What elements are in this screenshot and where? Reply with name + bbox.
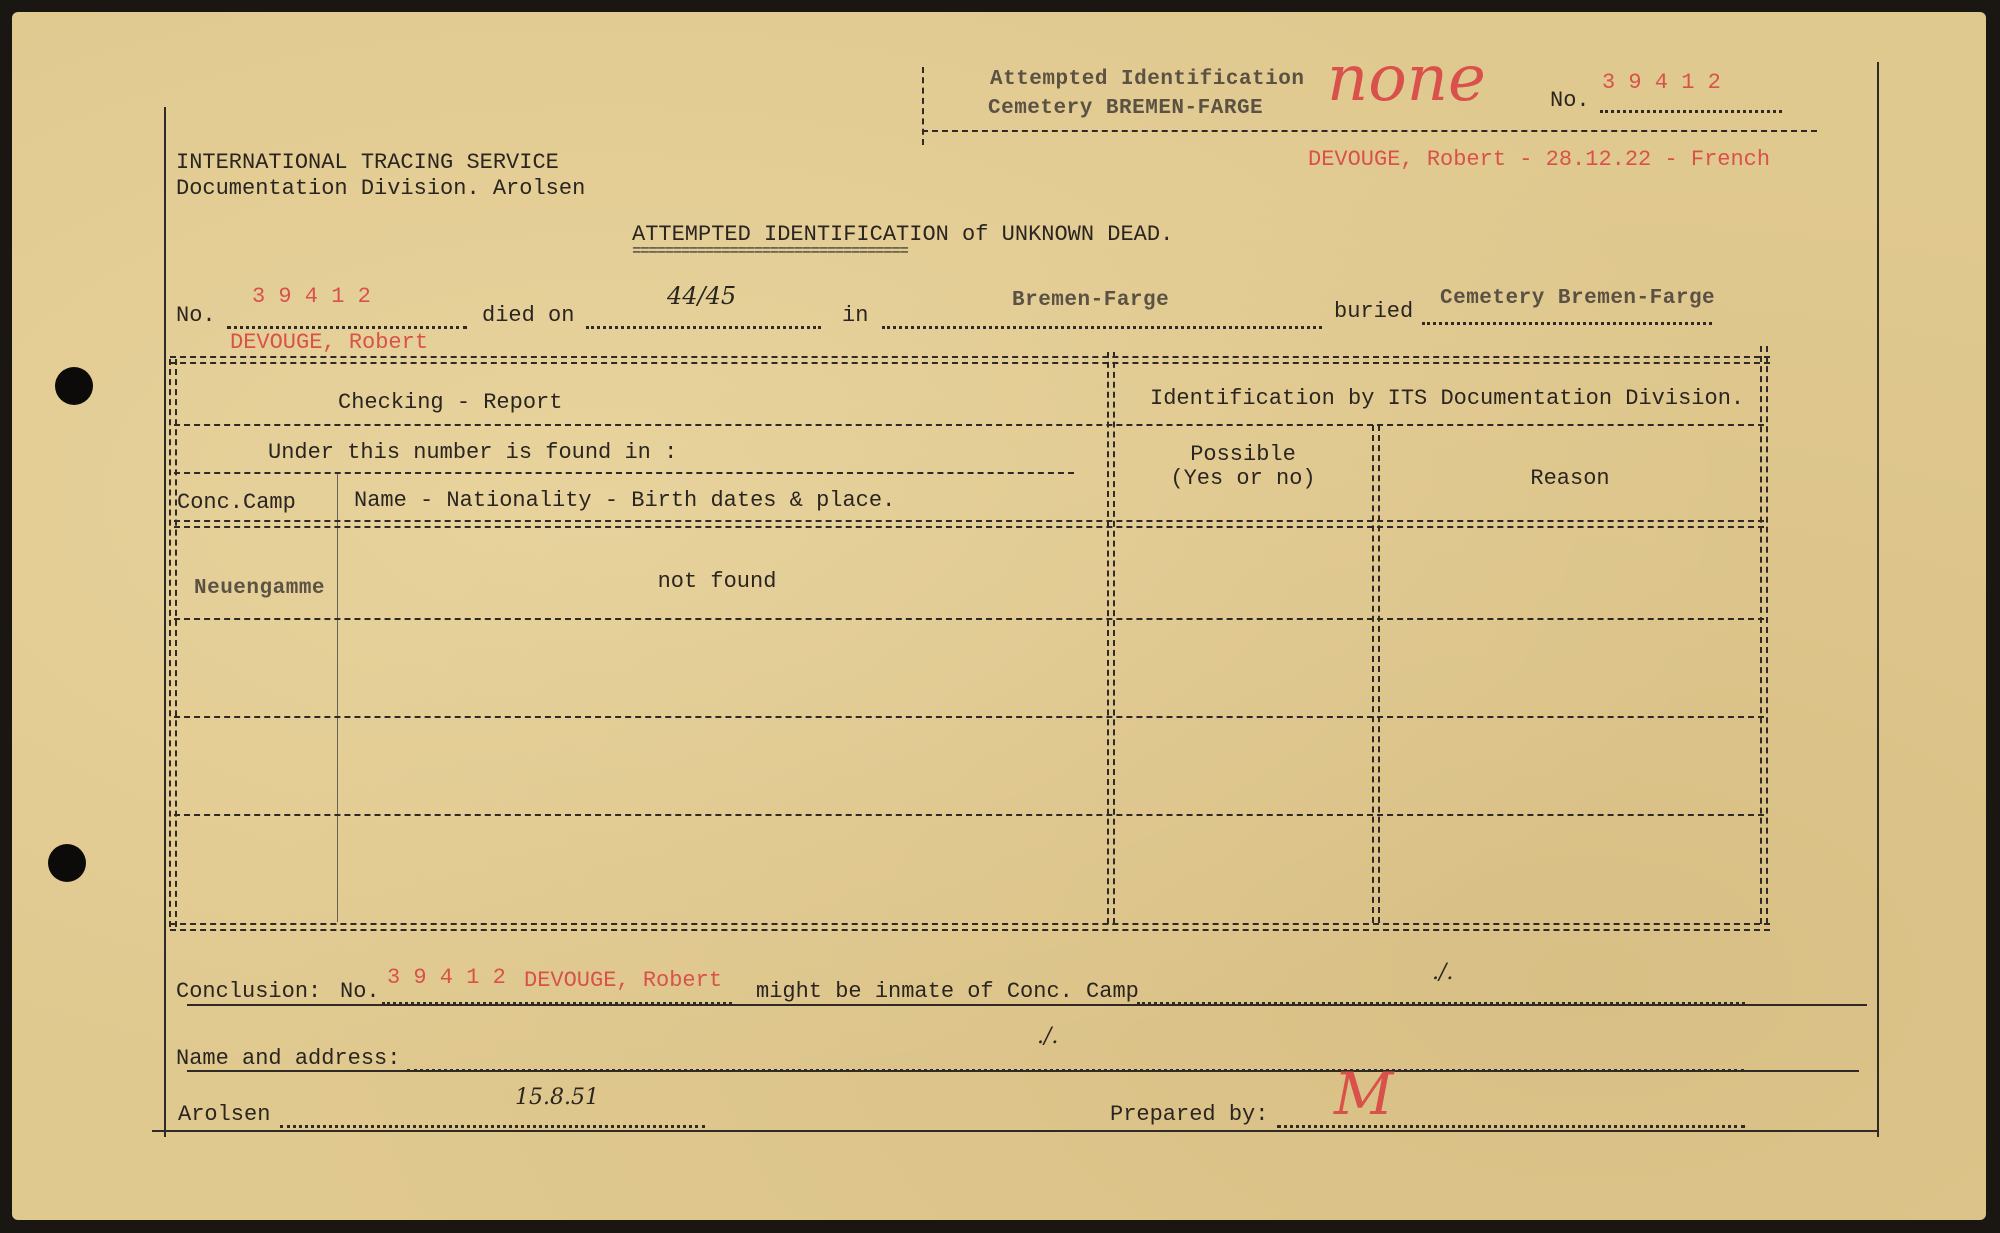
name-address-rule bbox=[187, 1070, 1859, 1072]
stamp-line-1: Attempted Identification bbox=[990, 68, 1305, 91]
died-on-dotted bbox=[586, 312, 821, 329]
record-no-value: 3 9 4 1 2 bbox=[252, 284, 371, 309]
name-address-value: ./. bbox=[1037, 1024, 1059, 1049]
table-bottom-border bbox=[170, 923, 1770, 931]
header-no-dotted bbox=[1600, 96, 1782, 113]
row-1-camp: Neuengamme bbox=[194, 577, 326, 600]
punch-hole-bottom bbox=[48, 844, 86, 882]
checking-report-heading: Checking - Report bbox=[338, 390, 563, 415]
buried-value-stamp: Cemetery Bremen-Farge bbox=[1440, 287, 1716, 310]
row-line-found bbox=[174, 472, 1074, 474]
form-title: ATTEMPTED IDENTIFICATION of UNKNOWN DEAD. bbox=[632, 222, 1174, 247]
conclusion-no-label: No. bbox=[340, 979, 380, 1004]
stamp-box-bottom bbox=[922, 130, 1817, 132]
col-header-camp: Conc.Camp bbox=[177, 490, 296, 515]
prepared-by-label: Prepared by: bbox=[1110, 1102, 1269, 1127]
left-border-line bbox=[164, 107, 166, 1137]
table-divider-main bbox=[1107, 352, 1115, 924]
conclusion-camp-value: ./. bbox=[1432, 960, 1454, 985]
in-dotted bbox=[882, 312, 1322, 329]
record-no-label: No. bbox=[176, 303, 216, 328]
found-in-heading: Under this number is found in : bbox=[268, 440, 678, 465]
died-on-label: died on bbox=[482, 303, 575, 328]
died-on-value: 44/45 bbox=[667, 282, 737, 310]
record-name: DEVOUGE, Robert bbox=[230, 330, 429, 355]
conclusion-name: DEVOUGE, Robert bbox=[524, 968, 723, 993]
place-label: Arolsen bbox=[178, 1102, 271, 1127]
row-line-2 bbox=[174, 716, 1764, 718]
conclusion-rule bbox=[187, 1004, 1867, 1006]
bottom-border-line bbox=[152, 1130, 1879, 1132]
col-header-possible-1: Possible bbox=[1190, 442, 1296, 467]
org-name: INTERNATIONAL TRACING SERVICE bbox=[176, 150, 559, 175]
header-no-value: 3 9 4 1 2 bbox=[1602, 70, 1721, 95]
prepared-by-initial: M bbox=[1334, 1060, 1394, 1128]
header-no-label: No. bbox=[1550, 88, 1590, 113]
org-division: Documentation Division. Arolsen bbox=[176, 176, 586, 201]
conclusion-no-value: 3 9 4 1 2 bbox=[387, 965, 506, 990]
col-header-name: Name - Nationality - Birth dates & place. bbox=[354, 488, 896, 513]
identification-heading: Identification by ITS Documentation Division. bbox=[1150, 386, 1745, 411]
row-line-header bbox=[174, 424, 1764, 426]
row-line-columns bbox=[174, 520, 1764, 528]
conclusion-label: Conclusion: bbox=[176, 979, 322, 1004]
table-divider-possible bbox=[1372, 425, 1380, 923]
name-address-label: Name and address: bbox=[176, 1046, 401, 1071]
in-value-stamp: Bremen-Farge bbox=[1012, 289, 1170, 312]
stamp-box-left bbox=[922, 67, 924, 145]
conclusion-camp-dotted bbox=[1137, 988, 1745, 1005]
row-1-details: not found bbox=[657, 569, 777, 594]
table-left-border bbox=[169, 359, 177, 927]
right-border-line bbox=[1877, 62, 1879, 1137]
table-divider-camp bbox=[337, 472, 338, 922]
none-handwritten-mark: none bbox=[1327, 42, 1486, 116]
in-label: in bbox=[842, 303, 869, 328]
index-card bbox=[12, 12, 1986, 1220]
punch-hole-top bbox=[55, 367, 93, 405]
buried-dotted bbox=[1422, 308, 1712, 325]
person-summary: DEVOUGE, Robert - 28.12.22 - French bbox=[1308, 147, 1771, 172]
date-dotted bbox=[280, 1111, 705, 1128]
row-line-1 bbox=[174, 618, 1764, 620]
conclusion-text: might be inmate of Conc. Camp bbox=[756, 979, 1139, 1004]
date-value: 15.8.51 bbox=[515, 1085, 599, 1110]
buried-label: buried bbox=[1334, 299, 1414, 324]
form-title-underline: ================================== bbox=[632, 242, 908, 260]
table-top-border bbox=[170, 356, 1770, 364]
col-header-possible-2: (Yes or no) bbox=[1170, 466, 1316, 491]
col-header-reason: Reason bbox=[1530, 466, 1610, 491]
table-right-border bbox=[1760, 346, 1768, 924]
stamp-line-2: Cemetery BREMEN-FARGE bbox=[988, 97, 1264, 120]
record-no-dotted bbox=[227, 312, 467, 329]
row-line-3 bbox=[174, 814, 1764, 816]
